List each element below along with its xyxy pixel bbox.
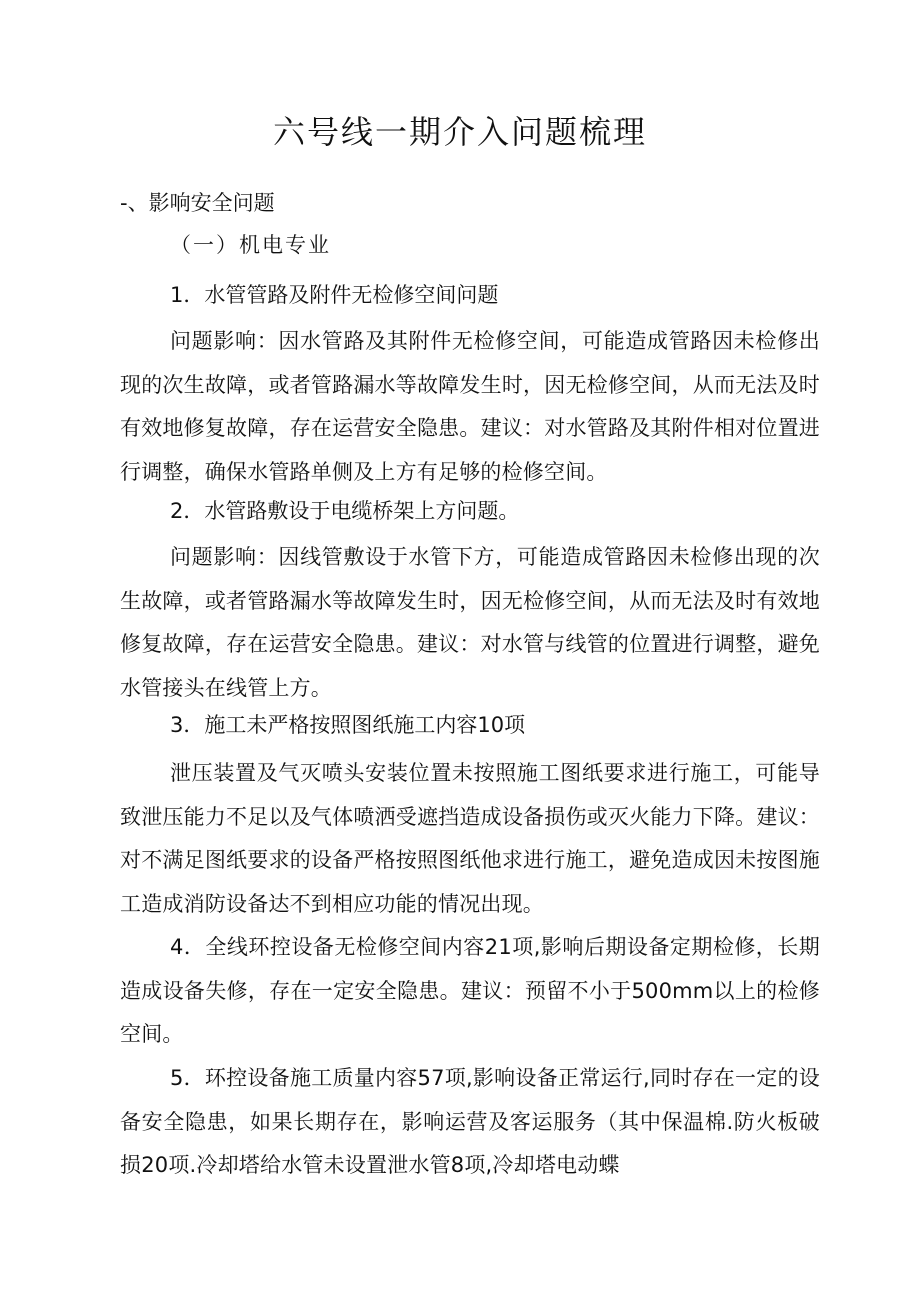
item-3-heading: 3．施工未严格按照图纸施工内容10项 <box>170 713 526 737</box>
item-1-heading: 1．水管管路及附件无检修空间问题 <box>170 283 499 307</box>
item-3-paragraph: 泄压装置及气灭喷头安装位置未按照施工图纸要求进行施工，可能导致泄压能力不足以及气体喷洒受遮挡造成设备损伤或灭火能力下降。建议：对不满足图纸要求的设备严格按照图纸他求进行施工，避免造成因未按图施工造成消防设备达不到相应功能的情况出现。 <box>120 761 820 916</box>
item-5-paragraph: 5．环控设备施工质量内容57项,影响设备正常运行,同时存在一定的设备安全隐患，如果长期存在，影响运营及客运服务（其中保温棉.防火板破损20项.冷却塔给水管未设置泄水管8项,冷却塔电动蝶 <box>120 1066 820 1177</box>
item-4-paragraph: 4．全线环控设备无检修空间内容21项,影响后期设备定期检修，长期造成设备失修，存在一定安全隐患。建议：预留不小于500mm以上的检修空间。 <box>120 935 820 1046</box>
item-2-heading: 2．水管路敷设于电缆桥架上方问题。 <box>170 499 520 523</box>
item-1-paragraph: 问题影响：因水管路及其附件无检修空间，可能造成管路因未检修出现的次生故障，或者管路漏水等故障发生时，因无检修空间，从而无法及时有效地修复故障，存在运营安全隐患。建议：对水管路及其附件相对位置进行调整，确保水管路单侧及上方有足够的检修空间。 <box>120 329 820 484</box>
document-title: 六号线一期介入问题梳理 <box>272 113 647 151</box>
subsection-heading: （一）机电专业 <box>170 233 331 257</box>
item-2-paragraph: 问题影响：因线管敷设于水管下方，可能造成管路因未检修出现的次生故障，或者管路漏水等故障发生时，因无检修空间，从而无法及时有效地修复故障，存在运营安全隐患。建议：对水管与线管的位置进行调整，避免水管接头在线管上方。 <box>120 545 820 700</box>
section-heading: -、影响安全问题 <box>120 191 275 215</box>
